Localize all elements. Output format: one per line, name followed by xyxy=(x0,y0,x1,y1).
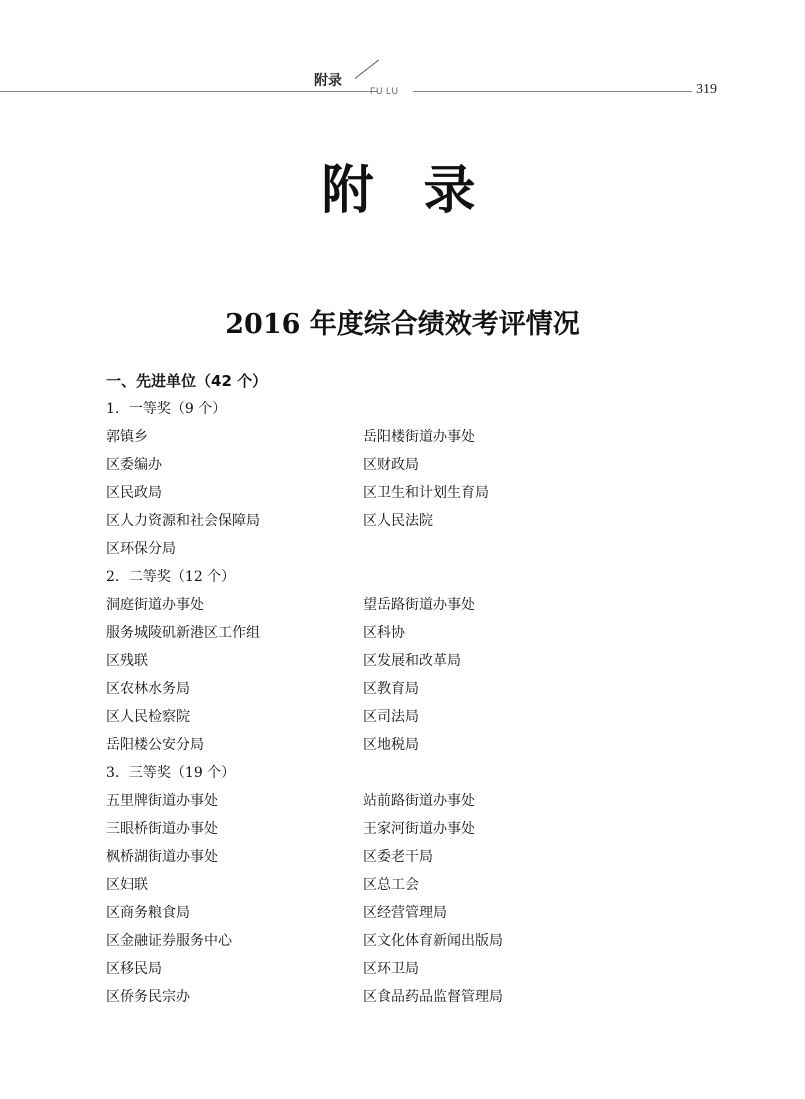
unit-name: 区发展和改革局 xyxy=(363,653,461,669)
unit-name: 枫桥湖街道办事处 xyxy=(106,849,218,865)
unit-name: 区农林水务局 xyxy=(106,681,190,697)
unit-name: 站前路街道办事处 xyxy=(363,793,475,809)
list-row xyxy=(0,650,805,670)
unit-name: 岳阳楼街道办事处 xyxy=(363,429,475,445)
unit-name: 区科协 xyxy=(363,625,405,641)
header-line-right xyxy=(413,91,692,92)
unit-name: 区教育局 xyxy=(363,681,419,697)
unit-name: 区委老干局 xyxy=(363,849,433,865)
unit-name: 区委编办 xyxy=(106,457,162,473)
main-title: 附录 xyxy=(321,160,526,221)
award-label: 1．一等奖（9 个） xyxy=(106,401,227,417)
list-row xyxy=(0,454,805,474)
unit-name: 区司法局 xyxy=(363,709,419,725)
unit-name: 区残联 xyxy=(106,653,148,669)
unit-name: 区文化体育新闻出版局 xyxy=(363,933,503,949)
list-row xyxy=(0,538,805,558)
unit-name: 区地税局 xyxy=(363,737,419,753)
unit-name: 区总工会 xyxy=(363,877,419,893)
list-row xyxy=(0,594,805,614)
unit-name: 洞庭街道办事处 xyxy=(106,597,204,613)
unit-name: 区民政局 xyxy=(106,485,162,501)
unit-name: 区移民局 xyxy=(106,961,162,977)
unit-name: 区人力资源和社会保障局 xyxy=(106,513,260,529)
list-row xyxy=(0,426,805,446)
list-row xyxy=(0,734,805,754)
header-slash xyxy=(355,60,379,79)
list-row xyxy=(0,510,805,530)
unit-name: 区卫生和计划生育局 xyxy=(363,485,489,501)
unit-name: 区人民法院 xyxy=(363,513,433,529)
list-row xyxy=(0,930,805,950)
list-row xyxy=(0,874,805,894)
list-row xyxy=(0,818,805,838)
header-section-en: FU LU xyxy=(370,86,399,96)
list-row xyxy=(0,790,805,810)
list-row xyxy=(0,622,805,642)
list-row xyxy=(0,902,805,922)
unit-name: 三眼桥街道办事处 xyxy=(106,821,218,837)
unit-name: 岳阳楼公安分局 xyxy=(106,737,204,753)
unit-name: 区经营管理局 xyxy=(363,905,447,921)
unit-name: 服务城陵矶新港区工作组 xyxy=(106,625,260,641)
unit-name: 区人民检察院 xyxy=(106,709,190,725)
unit-name: 区食品药品监督管理局 xyxy=(363,989,503,1005)
page-number: 319 xyxy=(696,82,717,97)
unit-name: 郭镇乡 xyxy=(106,429,148,445)
list-row xyxy=(0,482,805,502)
unit-name: 区环保分局 xyxy=(106,541,176,557)
unit-name: 区财政局 xyxy=(363,457,419,473)
header-line-left xyxy=(0,91,378,92)
list-row xyxy=(0,706,805,726)
list-row xyxy=(0,958,805,978)
list-row xyxy=(0,986,805,1006)
list-row xyxy=(0,846,805,866)
subtitle: 2016 年度综合绩效考评情况 xyxy=(225,309,580,340)
unit-name: 区环卫局 xyxy=(363,961,419,977)
unit-name: 望岳路街道办事处 xyxy=(363,597,475,613)
unit-name: 五里牌街道办事处 xyxy=(106,793,218,809)
list-row xyxy=(0,678,805,698)
unit-name: 区妇联 xyxy=(106,877,148,893)
award-label: 2．二等奖（12 个） xyxy=(106,569,236,585)
unit-name: 区商务粮食局 xyxy=(106,905,190,921)
unit-name: 区侨务民宗办 xyxy=(106,989,190,1005)
header-section-cn: 附录 xyxy=(314,73,342,89)
section-heading: 一、先进单位（42 个） xyxy=(106,372,268,390)
unit-name: 区金融证券服务中心 xyxy=(106,933,232,949)
award-label: 3．三等奖（19 个） xyxy=(106,765,236,781)
unit-name: 王家河街道办事处 xyxy=(363,821,475,837)
